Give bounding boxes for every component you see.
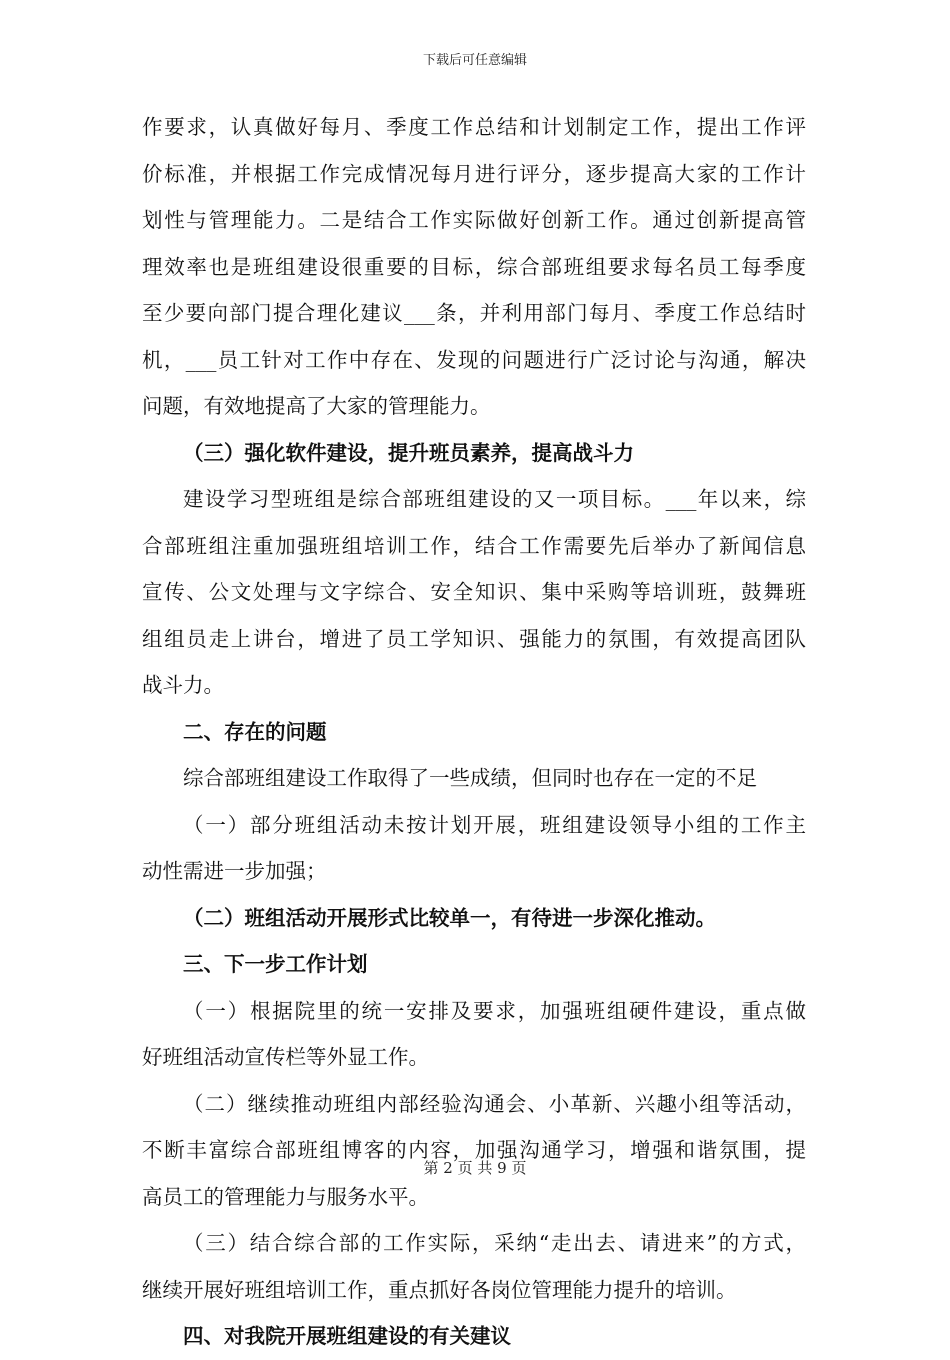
body-line: 高员工的管理能力与服务水平。 <box>142 1184 429 1209</box>
body-line: （二）继续推动班组内部经验沟通会、小革新、兴趣小组等活动， <box>183 1091 806 1116</box>
body-line: （一）根据院里的统一安排及要求，加强班组硬件建设，重点做 <box>183 998 806 1023</box>
body-line: 战斗力。 <box>142 673 224 697</box>
section-heading: 三、下一步工作计划 <box>183 952 368 976</box>
body-line: 好班组活动宣传栏等外显工作。 <box>142 1045 429 1069</box>
section-heading: （三）强化软件建设，提升班员素养，提高战斗力 <box>183 440 634 465</box>
section-heading: 二、存在的问题 <box>183 719 327 744</box>
body-line: 问题，有效地提高了大家的管理能力。 <box>142 394 491 418</box>
body-line: 组组员走上讲台，增进了员工学知识、强能力的氛围，有效提高团队 <box>142 626 806 651</box>
body-line: 机，___员工针对工作中存在、发现的问题进行广泛讨论与沟通，解决 <box>142 347 806 372</box>
body-line: 继续开展好班组培训工作，重点抓好各岗位管理能力提升的培训。 <box>142 1277 737 1302</box>
body-line: 动性需进一步加强； <box>142 859 327 883</box>
page-footer: 第 2 页 共 9 页 <box>423 1159 527 1177</box>
body-line: 作要求，认真做好每月、季度工作总结和计划制定工作，提出工作评 <box>142 115 806 139</box>
body-line: 宣传、公文处理与文字综合、安全知识、集中采购等培训班，鼓舞班 <box>142 580 806 604</box>
body-line: 划性与管理能力。二是结合工作实际做好创新工作。通过创新提高管 <box>142 208 806 232</box>
body-line: 理效率也是班组建设很重要的目标，综合部班组要求每名员工每季度 <box>142 254 806 279</box>
body-line: 合部班组注重加强班组培训工作，结合工作需要先后举办了新闻信息 <box>142 533 806 558</box>
body-line: 价标准，并根据工作完成情况每月进行评分，逐步提高大家的工作计 <box>142 161 806 186</box>
body-line: （一）部分班组活动未按计划开展，班组建设领导小组的工作主 <box>183 812 806 837</box>
body-line: （三）结合综合部的工作实际，采纳“走出去、请进来”的方式， <box>183 1231 806 1255</box>
body-line: 综合部班组建设工作取得了一些成绩，但同时也存在一定的不足 <box>183 766 757 790</box>
page-header: 下载后可任意编辑 <box>422 53 527 68</box>
bold-line: （二）班组活动开展形式比较单一，有待进一步深化推动。 <box>183 905 716 930</box>
body-line: 不断丰富综合部班组博客的内容，加强沟通学习，增强和谐氛围，提 <box>142 1138 806 1162</box>
section-heading: 四、对我院开展班组建设的有关建议 <box>183 1324 511 1348</box>
body-line: 建设学习型班组是综合部班组建设的又一项目标。___年以来，综 <box>183 487 806 511</box>
body-line: 至少要向部门提合理化建议___条，并利用部门每月、季度工作总结时 <box>142 301 806 325</box>
